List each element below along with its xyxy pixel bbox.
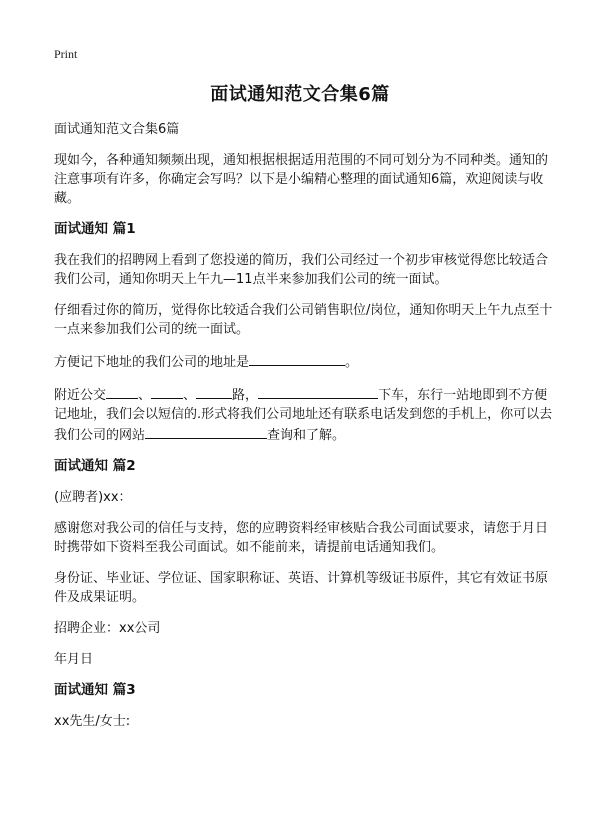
section-2-company: 招聘企业：xx公司 (54, 621, 161, 636)
section-1-heading: 面试通知 篇1 (54, 221, 136, 237)
section-3-heading: 面试通知 篇3 (54, 682, 136, 698)
road-blank (196, 384, 232, 399)
bus-blank-2 (151, 384, 183, 399)
transit-prefix: 附近公交 (54, 388, 107, 403)
section-1-paragraph-2: 仔细看过你的简历，觉得你比较适合我们公司销售职位/岗位，通知你明天上午九点至十一点来参加我们公司的统一面试。 (54, 303, 553, 337)
transit-separator-2: 、 (183, 388, 197, 403)
address-prefix: 方便记下地址的我们公司的地址是 (54, 355, 250, 370)
document-title: 面试通知范文合集6篇 (210, 84, 390, 105)
address-blank (249, 351, 345, 366)
section-2-heading: 面试通知 篇2 (54, 458, 136, 474)
intro-paragraph: 现如今，各种通知频频出现，通知根据根据适用范围的不同可划分为不同种类。通知的注意事项有许多，你确定会写吗？以下是小编精心整理的面试通知6篇，欢迎阅读与收藏。 (54, 153, 549, 206)
address-suffix: 。 (345, 355, 359, 370)
section-1-transit-paragraph (54, 384, 554, 445)
print-label: Print (54, 47, 78, 61)
subtitle: 面试通知范文合集6篇 (54, 122, 180, 137)
section-2-date: 年月日 (54, 652, 94, 667)
transit-road: 路， (232, 388, 259, 403)
section-1-address-line (54, 351, 554, 372)
section-2-paragraph-2: 身份证、毕业证、学位证、国家职称证、英语、计算机等级证书原件，其它有效证书原件及成果证明。 (54, 571, 549, 605)
section-2-greeting: (应聘者)xx： (54, 490, 132, 505)
transit-separator-1: 、 (138, 388, 152, 403)
bus-blank-1 (106, 384, 138, 399)
stop-blank (258, 384, 378, 399)
website-blank (145, 424, 267, 439)
section-3-greeting: xx先生/女士: (54, 714, 131, 729)
transit-body: 下车，东行一站地即到不方便记地址，我们会以短信的.形式将我们公司地址还有联系电话发到您的手机上，你可以去我们公司的网站 (54, 388, 553, 443)
section-1-paragraph-1: 我在我们的招聘网上看到了您投递的简历，我们公司经过一个初步审核觉得您比较适合我们公司，通知你明天上午九—11点半来参加我们公司的统一面试。 (54, 253, 549, 287)
document-body (54, 120, 554, 743)
section-2-paragraph-1: 感谢您对我公司的信任与支持，您的应聘资料经审核贴合我公司面试要求，请您于月日时携带如下资料至我公司面试。如不能前来，请提前电话通知我们。 (54, 521, 549, 555)
transit-end: 查询和了解。 (267, 428, 346, 443)
